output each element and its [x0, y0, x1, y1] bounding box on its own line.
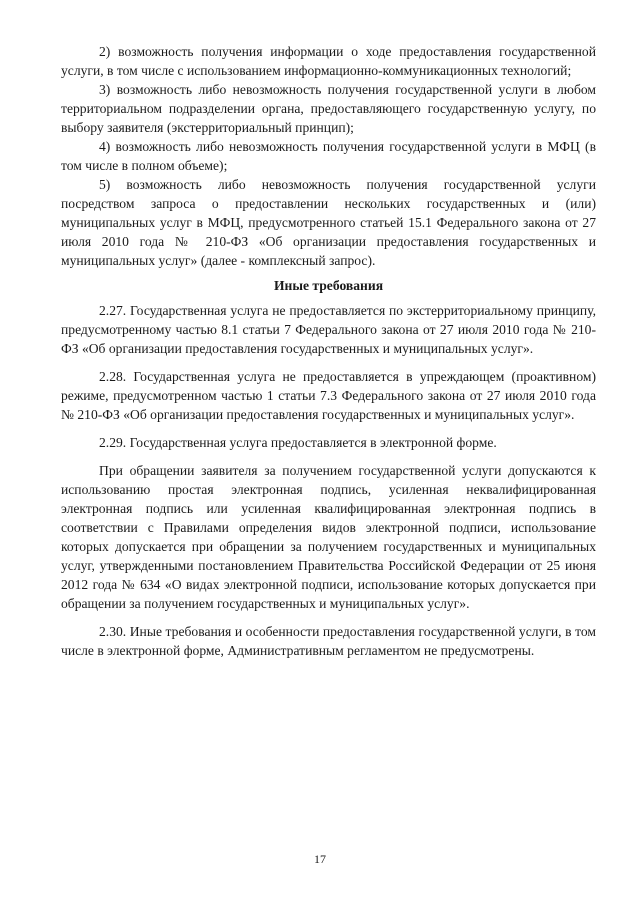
paragraph-signature-rules: При обращении заявителя за получением государственной услуги допускаются к использованию простая электронная подпись, усиленная неквалифицированная электронная подпись или усиленная квалифицированная электронная подпись в соответствии с Правилами определения видов электронной подписи, использование которых допускается при обращении за получением государственных и муниципальных услуг, утвержденными постановлением Правительства Российской Федерации от 25 июня 2012 года № 634 «О видах электронной подписи, использование которых допускается при обращении за получением государственных и муниципальных услуг». — [61, 463, 596, 611]
list-item-2: 2) возможность получения информации о ходе предоставления государственной услуги, в том числе с использованием информационно-коммуникационных технологий; — [61, 44, 596, 78]
list-item-3: 3) возможность либо невозможность получения государственной услуги в любом территориальном подразделении органа, предоставляющего государственную услугу, по выбору заявителя (экстерриториальный принцип); — [61, 82, 596, 135]
page-number: 17 — [314, 852, 326, 866]
document-page — [61, 42, 596, 660]
section-heading: Иные требования — [273, 278, 384, 293]
paragraph-2-28: 2.28. Государственная услуга не предоставляется в упреждающем (проактивном) режиме, предусмотренном частью 1 статьи 7.3 Федерального закона от 27 июля 2010 года № 210-ФЗ «Об организации предоставления государственных и муниципальных услуг». — [61, 369, 596, 422]
list-item-4: 4) возможность либо невозможность получения государственной услуги в МФЦ (в том числе в полном объеме); — [61, 139, 596, 173]
paragraph-2-29: 2.29. Государственная услуга предоставляется в электронной форме. — [99, 435, 497, 450]
paragraph-2-30: 2.30. Иные требования и особенности предоставления государственной услуги, в том числе в электронной форме, Административным регламентом не предусмотрены. — [61, 624, 596, 658]
paragraph-2-27: 2.27. Государственная услуга не предоставляется по экстерриториальному принципу, предусмотренному частью 8.1 статьи 7 Федерального закона от 27 июля 2010 года № 210-ФЗ «Об организации предоставления государственных и муниципальных услуг». — [61, 303, 596, 356]
list-item-5: 5) возможность либо невозможность получения государственной услуги посредством запроса о предоставлении нескольких государственных и (или) муниципальных услуг в МФЦ, предусмотренного статьей 15.1 Федерального закона от 27 июля 2010 года № 210-ФЗ «Об организации предоставления государственных и муниципальных услуг» (далее - комплексный запрос). — [61, 177, 596, 268]
